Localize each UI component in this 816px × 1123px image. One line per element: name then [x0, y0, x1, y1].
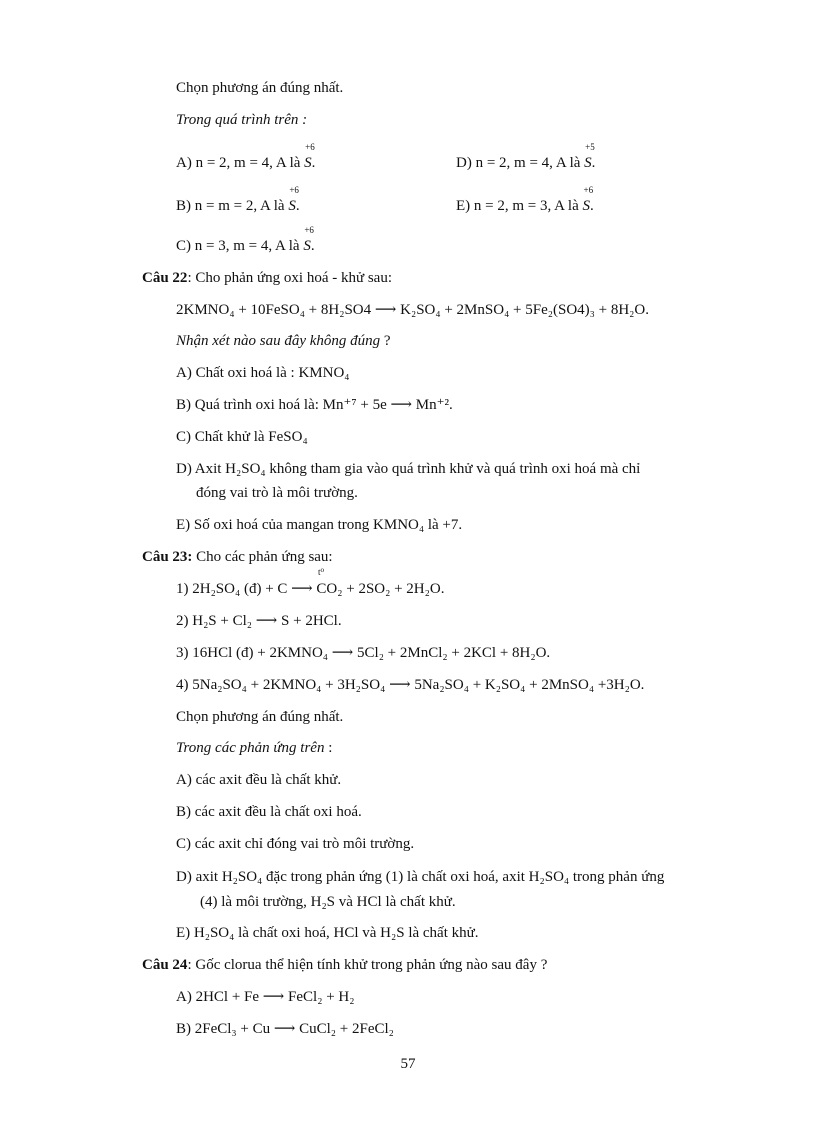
q23-option-e: E) H₂SO₄ là chất oxi hoá, HCl và H₂S là chất khử. — [176, 925, 479, 941]
sulfur-symbol: S — [584, 155, 592, 171]
option-c — [176, 225, 315, 256]
question-label: Câu 24 — [142, 957, 188, 973]
prompt-tail: : — [324, 740, 333, 756]
q23-reaction-4: 4) 5Na₂SO₄ + 2KMNO₄ + 3H₂SO₄ ⟶ 5Na₂SO₄ + K₂SO₄ + 2MnSO₄ +3H₂O. — [176, 677, 645, 693]
dot: . — [591, 155, 596, 171]
q23-reaction-3: 3) 16HCl (đ) + 2KMNO₄ ⟶ 5Cl₂ + 2MnCl₂ + 2KCl + 8H₂O. — [176, 645, 551, 661]
option-c-text: C) n = 3, m = 4, A là — [176, 238, 300, 254]
option-d-text: D) n = 2, m = 4, A là — [456, 155, 581, 171]
q23-reaction-2: 2) H₂S + Cl₂ ⟶ S + 2HCl. — [176, 613, 342, 629]
ox-number: +5 — [585, 142, 595, 152]
ox-number: +6 — [583, 185, 594, 195]
dot: . — [310, 238, 315, 254]
ox-number: +6 — [289, 185, 299, 195]
q22-option-c: C) Chất khử là FeSO₄ — [176, 429, 308, 445]
ox-number: +6 — [305, 142, 315, 152]
sulfur-symbol: S — [582, 198, 590, 214]
question-text: : Gốc clorua thể hiện tính khử trong phản ứng nào sau đây ? — [187, 957, 548, 973]
sulfur-ox-c — [303, 225, 314, 256]
question-23 — [142, 547, 333, 567]
sulfur-ox-b — [288, 185, 299, 216]
intro-choose: Chọn phương án đúng nhất. — [176, 80, 344, 96]
dot: . — [295, 198, 300, 214]
q24-option-b: B) 2FeCl₃ + Cu ⟶ CuCl₂ + 2FeCl₂ — [176, 1021, 394, 1037]
question-label: Câu 23: — [142, 549, 193, 565]
intro-in-process: Trong quá trình trên : — [176, 112, 308, 128]
sulfur-ox-a — [304, 142, 315, 173]
q23-option-b: B) các axit đều là chất oxi hoá. — [176, 804, 362, 820]
dot: . — [311, 155, 316, 171]
sulfur-ox-d — [584, 142, 595, 173]
question-text: : Cho phản ứng oxi hoá - khử sau: — [187, 270, 393, 286]
sulfur-ox-e — [582, 185, 594, 216]
page-number: 57 — [400, 1056, 416, 1072]
question-24 — [142, 955, 547, 975]
option-b-text: B) n = m = 2, A là — [176, 198, 285, 214]
prompt-italic: Nhận xét nào sau đây không đúng — [176, 333, 381, 349]
sulfur-symbol: S — [288, 198, 296, 214]
option-e — [456, 185, 594, 216]
q23-prompt — [176, 738, 332, 758]
q22-option-d-line1: D) Axit H₂SO₄ không tham gia vào quá trình khử và quá trình oxi hoá mà chỉ — [176, 461, 641, 477]
q23-option-d-line2: (4) là môi trường, H₂S và HCl là chất khử. — [200, 894, 456, 910]
option-a — [176, 142, 316, 173]
option-b — [176, 185, 300, 216]
q22-equation: 2KMNO₄ + 10FeSO₄ + 8H₂SO4 ⟶ K₂SO₄ + 2MnSO₄ + 5Fe₂(SO4)₃ + 8H₂O. — [176, 302, 649, 318]
prompt-tail: ? — [380, 333, 391, 349]
q23-option-c: C) các axit chỉ đóng vai trò môi trường. — [176, 836, 415, 852]
option-e-text: E) n = 2, m = 3, A là — [456, 198, 579, 214]
option-d — [456, 142, 596, 173]
ox-number: +6 — [304, 225, 314, 235]
prompt-italic: Trong các phản ứng trên — [176, 740, 325, 756]
question-label: Câu 22 — [142, 270, 188, 286]
q22-option-d-line2: đóng vai trò là môi trường. — [196, 485, 358, 501]
q24-option-a: A) 2HCl + Fe ⟶ FeCl₂ + H₂ — [176, 989, 355, 1005]
q23-choose: Chọn phương án đúng nhất. — [176, 709, 344, 725]
q23-option-a: A) các axit đều là chất khử. — [176, 772, 342, 788]
option-a-text: A) n = 2, m = 4, A là — [176, 155, 301, 171]
q22-option-e: E) Số oxi hoá của mangan trong KMNO₄ là +7. — [176, 517, 463, 533]
q23-option-d-line1: D) axit H₂SO₄ đặc trong phản ứng (1) là chất oxi hoá, axit H₂SO₄ trong phản ứng — [176, 869, 665, 885]
q22-prompt — [176, 331, 391, 351]
dot: . — [590, 198, 594, 214]
q22-option-a: A) Chất oxi hoá là : KMNO₄ — [176, 365, 350, 381]
sulfur-symbol: S — [303, 238, 311, 254]
q23-reaction-1: 1) 2H₂SO₄ (đ) + C ⟶ CO₂ + 2SO₂ + 2H₂O. — [176, 581, 445, 597]
sulfur-symbol: S — [304, 155, 312, 171]
reaction-condition-temperature: t⁰ — [318, 567, 325, 577]
question-22 — [142, 268, 392, 288]
q22-option-b: B) Quá trình oxi hoá là: Mn⁺⁷ + 5e ⟶ Mn⁺². — [176, 397, 453, 413]
question-text: Cho các phản ứng sau: — [192, 549, 333, 565]
